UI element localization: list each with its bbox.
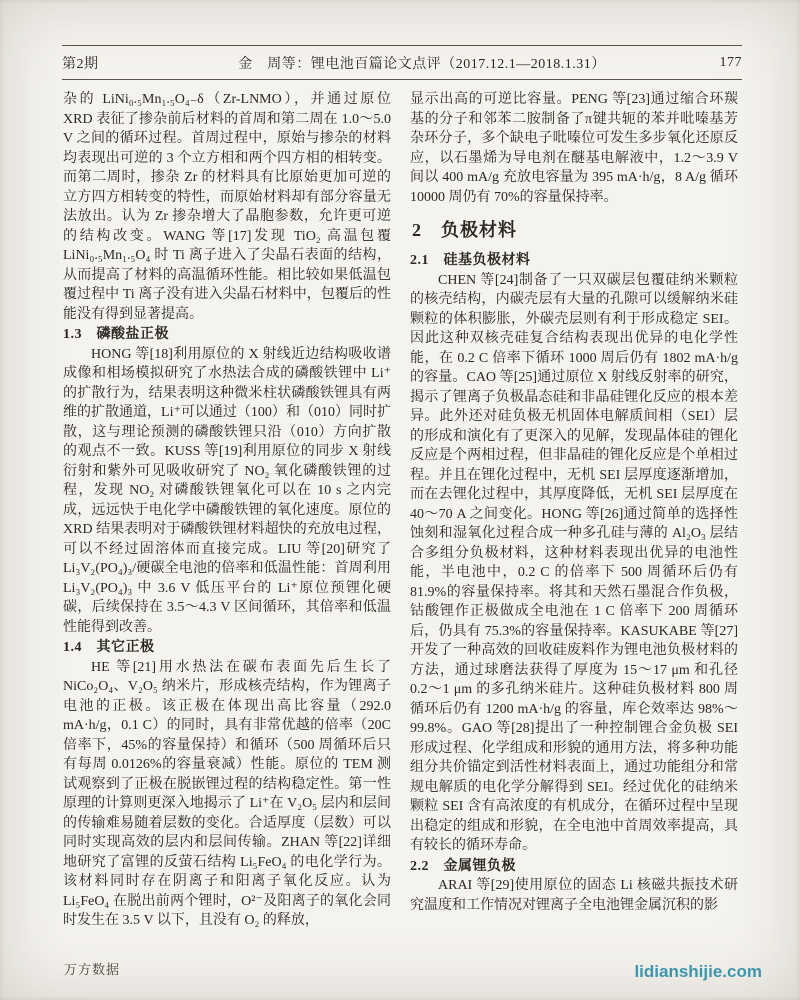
subsection-heading-2-2: 2.2 金属锂负极	[410, 858, 516, 874]
paragraph: HONG 等[18]利用原位的 X 射线近边结构吸收谱成像和相场模拟研究了水热法合成的磷酸铁锂中 Li⁺的扩散行为，结果表明这种微米柱状磷酸铁锂具有两维的扩散通道，Li⁺可以通过（100）和（010）同时扩散，这与理论预测的磷酸铁锂只沿（010）方向扩散的观点不一致。KUSS 等[19]利用原位的同步 X 射线衍射和紫外可见吸收研究了 NO₂ 氧化磷酸铁锂的过程，发现 NO₂ 对磷酸铁锂氧化可以在 10 s 之内完成，远远快于电化学中磷酸铁锂的氧化速度。原位的 XRD 结果表明对于磷酸铁锂材料超快的充放电过程，可以不经过固溶体而直接完成。LIU 等[20]研究了 Li₃V₂(PO₄)₃/硬碳全电池的倍率和低温性能：首周利用 Li₃V₂(PO₄)₃ 中 3.6 V 低压平台的 Li⁺原位预锂化硬碳，后续保持在 3.5～4.3 V 区间循环，其倍率和低温性能得到改善。	[63, 346, 391, 635]
text-column-right	[410, 90, 738, 942]
journal-issue: 第2期	[62, 56, 99, 72]
wanfang-watermark: 万方数据	[64, 962, 121, 977]
paragraph: ARAI 等[29]使用原位的固态 Li 核磁共振技术研究温度和工作情况对锂离子全电池锂金属沉积的影	[410, 878, 738, 913]
paragraph: 显示出高的可逆比容量。PENG 等[23]通过缩合环羰基的分子和邻苯二胺制备了π键共轭的苯并吡嗪基芳杂环分子，多个缺电子吡嗪位可发生多步氧化还原反应，以石墨烯为导电剂在醚基电解液中，1.2～3.9 V 间以 400 mA/g 充放电容量为 395 mA·h/g，8 A/g 循环 10000 周仍有 70%的容量保持率。	[410, 92, 738, 205]
section-heading-2: 2 负极材料	[412, 220, 517, 240]
subsection-heading-1-3: 1.3 磷酸盐正极	[63, 327, 169, 342]
paragraph: CHEN 等[24]制备了一只双碳层包覆硅纳米颗粒的核壳结构，内碳壳层有大量的孔隙可以缓解纳米硅颗粒的体积膨胀，外碳壳层则有利于形成稳定 SEI。因此这种双核壳硅复合结构表现出优异的电化学性能，在 0.2 C 倍率下循环 1000 周后仍有 1802 mA·h/g 的容量。CAO 等[25]通过原位 X 射线反射率的研究，揭示了锂离子负极晶态硅和非晶硅锂化反应的根本差异。此外还对硅负极无机固体电解质间相（SEI）层的形成和演化有了更深入的见解，发现晶体硅的锂化反应是个两相过程，但非晶硅的锂化反应是个单相过程。并且在锂化过程中，无机 SEI 层厚度逐渐增加，而在去锂化过程中，其厚度降低，无机 SEI 层厚度在 40～70 A 之间变化。HONG 等[26]通过简单的选择性蚀刻和湿氧化过程合成一种多孔硅与薄的 Al₂O₃ 层结合多组分负极材料，这种材料表现出优异的电池性能，半电池中，0.2 C 的倍率下 500 周循环后仍有 81.9%的容量保持率。将其和天然石墨混合作负极，钴酸锂作正极做成全电池在 1 C 倍率下 200 周循环后，仍具有 75.3%的容量保持率。KASUKABE 等[27]开发了一种高效的回收硅废料作为锂电池负极材料的方法，通过球磨法获得了厚度为 15～17 μm 和孔径 0.2～1 μm 的多孔纳米硅片。这种硅负极材料 800 周循环后仍有 1200 mA·h/g 的容量，库仑效率达 98%～99.8%。GAO 等[28]提出了一种控制锂合金负极 SEI 形成过程、化学组成和形貌的通用方法，将多种功能组分共价锚定到活性材料表面上，通过功能组分和常规电解质的电化学分解得到 SEI。经过优化的硅纳米颗粒 SEI 含有高浓度的有机成分，在循环过程中呈现出稳定的组成和形貌，在全电池中首周效率提高，具有较长的循环寿命。	[410, 272, 738, 853]
website-watermark: lidianshijie.com	[634, 962, 762, 981]
running-head	[62, 45, 742, 80]
running-title: 金 周等：锂电池百篇论文点评（2017.12.1—2018.1.31）	[238, 56, 606, 72]
subsection-heading-2-1: 2.1 硅基负极材料	[410, 253, 531, 268]
paragraph: 杂的 LiNi₀.₅Mn₁.₅O₄₋δ（Zr-LNMO），并通过原位 XRD 表征了掺杂前后材料的首周和第二周在 1.0～5.0 V 之间的循环过程。首周过程中，原始与掺杂的材料均表现出可逆的 3 个立方相和两个四方相的相转变。而第二周时，掺杂 Zr 的材料具有比原始更加可逆的立方四方相转变的特性，而原始材料却有部分容量无法放出。认为 Zr 掺杂增大了晶胞参数，允许更可逆的结构改变。WANG 等[17]发现 TiO₂ 高温包覆 LiNi₀.₅Mn₁.₅O₄ 时 Ti 离子进入了尖晶石表面的结构，从而提高了材料的高温循环性能。相比较如果低温包覆过程中 Ti 离子没有进入尖晶石材料中，包覆后的性能没有得到显著提高。	[63, 92, 391, 322]
subsection-heading-1-4: 1.4 其它正极	[63, 640, 155, 655]
page-number: 177	[719, 54, 742, 70]
text-column-left	[63, 90, 391, 942]
paragraph: HE 等[21]用水热法在碳布表面先后生长了 NiCo₂O₄、V₂O₅ 纳米片，形成核壳结构，作为锂离子电池的正极。该正极在体现出高比容量（292.0 mA·h/g，0.1 C）的同时，具有非常优越的倍率（20C 倍率下，45%的容量保持）和循环（500 周循环后只有每周 0.0126%的容量衰减）性能。原位的 TEM 测试观察到了正极在脱嵌锂过程的结构稳定性。第一性原理的计算则更深入地揭示了 Li⁺在 V₂O₅ 层内和层间的传输难易随着层数的变化。合适厚度（层数）可以同时实现高效的层内和层间传输。ZHAN 等[22]详细地研究了富锂的反萤石结构 Li₅FeO₄ 的电化学行为。该材料同时存在阴离子和阳离子氧化反应。认为 Li₅FeO₄ 在脱出前两个锂时，O²⁻及阳离子的氧化会同时发生在 3.5 V 以下，且没有 O₂ 的释放，	[63, 659, 391, 928]
